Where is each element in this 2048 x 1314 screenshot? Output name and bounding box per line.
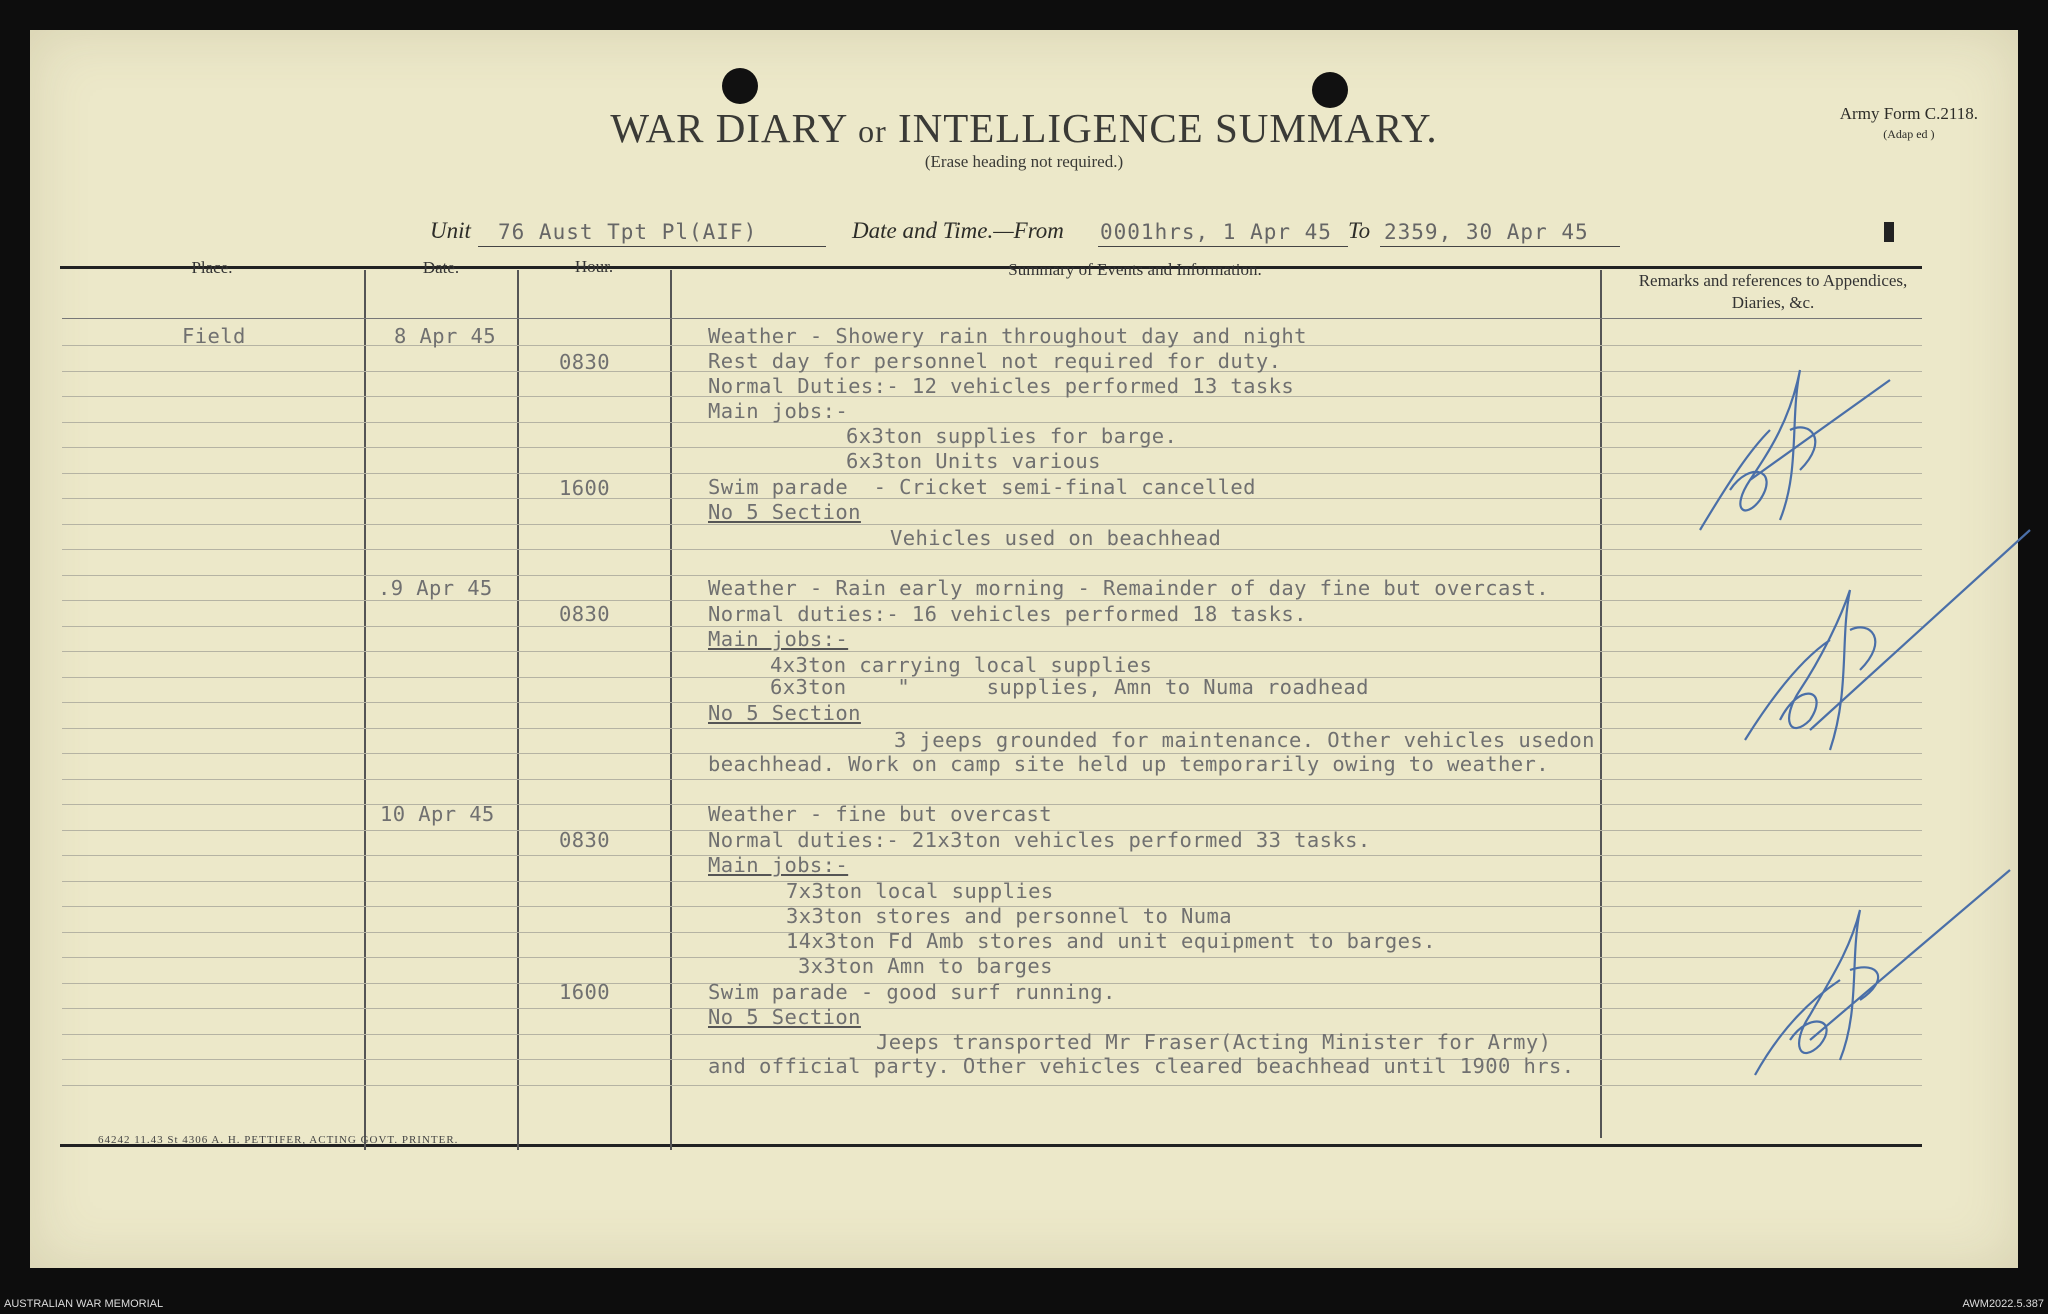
summary-line: 6x3ton supplies for barge. bbox=[846, 424, 1178, 448]
hour-cell: 0830 bbox=[559, 602, 610, 626]
summary-line: Swim parade - good surf running. bbox=[708, 980, 1116, 1004]
summary-line: Rest day for personnel not required for duty. bbox=[708, 349, 1282, 373]
summary-line: and official party. Other vehicles cleared beachhead until 1900 hrs. bbox=[708, 1054, 1575, 1078]
date-time-label: Date and Time.—From bbox=[852, 218, 1064, 243]
divider-place-date bbox=[364, 270, 366, 1150]
date-cell: 8 Apr 45 bbox=[394, 324, 496, 348]
page-title: WAR DIARY or INTELLIGENCE SUMMARY. bbox=[610, 105, 1438, 151]
from-value: 0001hrs, 1 Apr 45 bbox=[1100, 220, 1332, 244]
column-header-place: Place. bbox=[191, 258, 233, 277]
hour-cell: 1600 bbox=[559, 980, 610, 1004]
unit-value: 76 Aust Tpt Pl(AIF) bbox=[498, 220, 758, 244]
punch-hole-left bbox=[722, 68, 758, 104]
section-heading: Main jobs:- bbox=[708, 853, 849, 877]
ruled-line bbox=[62, 651, 1922, 652]
summary-line: Swim parade - Cricket semi-final cancelled bbox=[708, 475, 1256, 499]
summary-line: 7x3ton local supplies bbox=[786, 879, 1054, 903]
ruled-line bbox=[62, 779, 1922, 780]
ruled-line bbox=[62, 422, 1922, 423]
to-underline bbox=[1380, 246, 1620, 247]
summary-line: Weather - Showery rain throughout day and night bbox=[708, 324, 1307, 348]
to-value: 2359, 30 Apr 45 bbox=[1384, 220, 1589, 244]
summary-line: 6x3ton Units various bbox=[846, 449, 1101, 473]
ruled-line bbox=[62, 626, 1922, 627]
divider-date-hour bbox=[517, 270, 519, 1150]
date-cell: 10 Apr 45 bbox=[380, 802, 495, 826]
summary-line: 6x3ton " supplies, Amn to Numa roadhead bbox=[770, 675, 1369, 699]
summary-line: 4x3ton carrying local supplies bbox=[770, 653, 1153, 677]
summary-line: 3x3ton stores and personnel to Numa bbox=[786, 904, 1232, 928]
army-form-label: Army Form C.2118. (Adap ed ) bbox=[1839, 104, 1978, 141]
unit-underline bbox=[478, 246, 826, 247]
header-rule bbox=[62, 318, 1922, 319]
hour-cell: 1600 bbox=[559, 476, 610, 500]
summary-line: Normal Duties:- 12 vehicles performed 13 tasks bbox=[708, 374, 1295, 398]
archive-caption-left: AUSTRALIAN WAR MEMORIAL bbox=[4, 1298, 164, 1310]
to-label: To bbox=[1348, 218, 1371, 243]
summary-line: Weather - fine but overcast bbox=[708, 802, 1053, 826]
section-heading: No 5 Section bbox=[708, 500, 861, 524]
summary-line: Main jobs:- bbox=[708, 399, 849, 423]
column-header-date: Date. bbox=[422, 258, 460, 277]
summary-line: Weather - Rain early morning - Remainder of day fine but overcast. bbox=[708, 576, 1549, 600]
ink-mark bbox=[1884, 222, 1894, 242]
signature-initials-3 bbox=[1750, 840, 2020, 1080]
summary-line: Normal duties:- 21x3ton vehicles performed 33 tasks. bbox=[708, 828, 1371, 852]
summary-line: 3x3ton Amn to barges bbox=[798, 954, 1053, 978]
hour-cell: 0830 bbox=[559, 828, 610, 852]
printer-imprint: 64242 11.43 St 4306 A. H. PETTIFER, ACTING GOVT. PRINTER. bbox=[98, 1134, 459, 1146]
signature-initials-1 bbox=[1690, 360, 1910, 540]
column-header-hour: Hour. bbox=[574, 257, 614, 276]
divider-hour-summary bbox=[670, 270, 672, 1150]
section-heading: No 5 Section bbox=[708, 1005, 861, 1029]
ruled-line bbox=[62, 855, 1922, 856]
column-header-summary: Summary of Events and Information. bbox=[1008, 260, 1262, 279]
summary-line: 3 jeeps grounded for maintenance. Other vehicles usedon bbox=[894, 728, 1595, 752]
summary-line: Jeeps transported Mr Fraser(Acting Minister for Army) bbox=[876, 1030, 1552, 1054]
diary-page bbox=[30, 30, 2018, 1268]
from-underline bbox=[1098, 246, 1348, 247]
hour-cell: 0830 bbox=[559, 350, 610, 374]
unit-label: Unit bbox=[430, 218, 471, 243]
date-cell: .9 Apr 45 bbox=[378, 576, 493, 600]
ruled-line bbox=[62, 702, 1922, 703]
archive-caption-right: AWM2022.5.387 bbox=[1962, 1298, 2044, 1310]
ruled-line bbox=[62, 1008, 1922, 1009]
column-header-remarks: Remarks and references to Appendices, Diaries, &c. bbox=[1638, 271, 1908, 312]
ruled-line bbox=[62, 600, 1922, 601]
section-heading: No 5 Section bbox=[708, 701, 861, 725]
summary-line: Normal duties:- 16 vehicles performed 18 tasks. bbox=[708, 602, 1307, 626]
ruled-line bbox=[62, 524, 1922, 525]
ruled-line bbox=[62, 473, 1922, 474]
summary-line: beachhead. Work on camp site held up temporarily owing to weather. bbox=[708, 752, 1549, 776]
erase-note: (Erase heading not required.) bbox=[924, 152, 1124, 171]
summary-line: 14x3ton Fd Amb stores and unit equipment to barges. bbox=[786, 929, 1436, 953]
section-heading: Main jobs:- bbox=[708, 627, 849, 651]
ruled-line bbox=[62, 1085, 1922, 1086]
punch-hole-right bbox=[1312, 72, 1348, 108]
place-cell: Field bbox=[182, 324, 246, 348]
summary-line: Vehicles used on beachhead bbox=[890, 526, 1222, 550]
signature-initials-2 bbox=[1740, 520, 2040, 780]
